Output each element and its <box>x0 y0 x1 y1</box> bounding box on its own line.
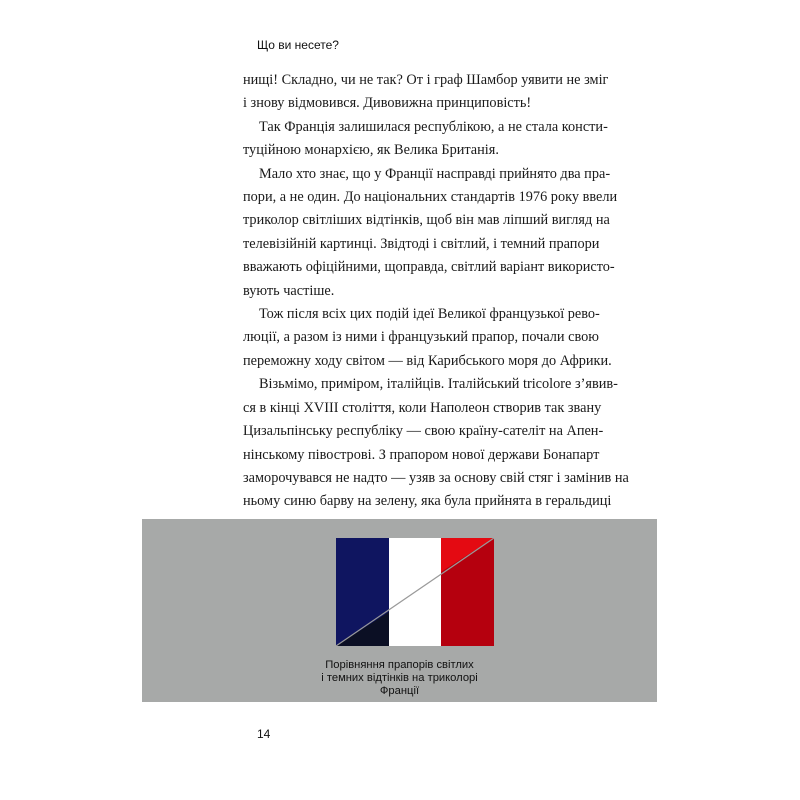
caption-line: Франції <box>379 685 420 697</box>
text-line: телевізійній картинці. Звідтоді і світлий, і темний прапори <box>243 235 600 252</box>
text-line: туційною монархією, як Велика Британія. <box>243 142 499 159</box>
text-line: Візьмімо, приміром, італійців. Італійський tricolore з’явив- <box>259 376 618 393</box>
flag-comparison-figure <box>142 519 657 702</box>
text-line: пори, а не один. До національних стандартів 1976 року ввели <box>243 189 618 206</box>
caption-line: Порівняння прапорів світлих <box>325 659 474 671</box>
caption-line: і темних відтінків на триколорі <box>321 672 478 684</box>
text-line: нищі! Складно, чи не так? От і граф Шамбор уявити не зміг <box>243 72 609 88</box>
text-line: Мало хто знає, що у Франції насправді прийнято два пра- <box>259 165 611 182</box>
text-line: і знову відмовився. Дивовижна принциповість! <box>243 95 532 112</box>
text-line: вують частіше. <box>243 282 335 299</box>
text-line: ся в кінці XVIII століття, коли Наполеон створив так звану <box>243 399 602 416</box>
figure-caption <box>142 659 657 698</box>
running-head: Що ви несете? <box>257 38 339 52</box>
text-line: вважають офіційними, щоправда, світлий варіант використо- <box>243 259 615 276</box>
text-line: ньому синю барву на зелену, яка була прийнята в геральдиці <box>243 493 612 510</box>
french-flag-comparison-image <box>336 538 494 646</box>
text-line: люції, а разом із ними і французький прапор, почали свою <box>243 329 599 346</box>
text-line: заморочувався не надто — узяв за основу свій стяг і замінив на <box>243 469 629 486</box>
body-text <box>243 69 629 584</box>
text-line: Цизальпінську республіку — свою країну-сателіт на Апен- <box>243 423 604 440</box>
text-line: нінському півострові. З прапором нової держави Бонапарт <box>243 446 600 463</box>
text-line: переможну ходу світом — від Карибського моря до Африки. <box>243 352 612 369</box>
text-line: Так Франція залишилася республікою, а не стала консти- <box>259 118 608 135</box>
page-number: 14 <box>257 727 271 741</box>
text-line: триколор світліших відтінків, щоб він мав ліпший вигляд на <box>243 212 610 229</box>
text-line: Тож після всіх цих подій ідеї Великої французької рево- <box>259 306 600 323</box>
